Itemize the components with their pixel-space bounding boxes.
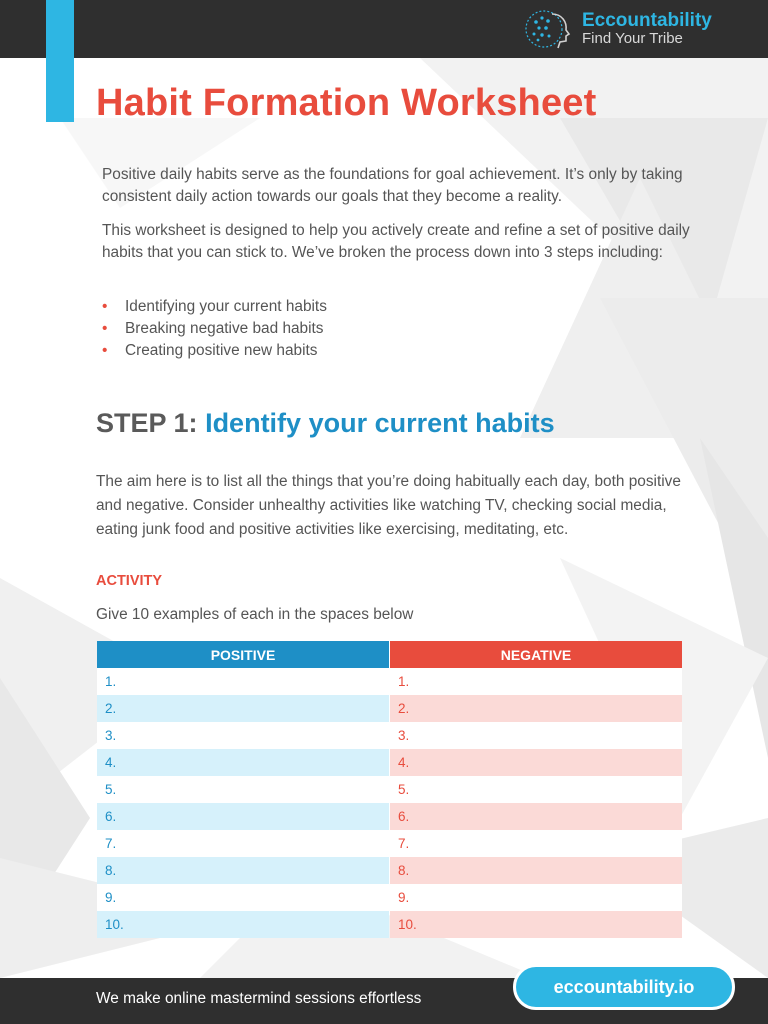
steps-bullet-list <box>102 296 327 362</box>
negative-habit-field[interactable]: 8. <box>390 857 682 884</box>
table-row <box>97 722 682 749</box>
positive-habit-field[interactable]: 8. <box>97 857 389 884</box>
step1-title: Identify your current habits <box>205 408 555 438</box>
negative-habit-field[interactable]: 10. <box>390 911 682 938</box>
positive-habit-field[interactable]: 10. <box>97 911 389 938</box>
table-row <box>97 830 682 857</box>
brand-name: Eccountability <box>582 10 712 32</box>
table-row <box>97 668 682 695</box>
intro-paragraph-1: Positive daily habits serve as the foundations for goal achievement. It’s only by taking consistent daily action towards our goals that they become a reality. <box>102 166 683 205</box>
table-row <box>97 749 682 776</box>
website-link-button[interactable]: eccountability.io <box>513 964 735 1010</box>
positive-habit-field[interactable]: 7. <box>97 830 389 857</box>
step1-heading <box>96 408 555 439</box>
intro-paragraph-2: This worksheet is designed to help you actively create and refine a set of positive daily habits that you can stick to. We’ve broken the process down into 3 steps including: <box>102 222 690 261</box>
table-row <box>97 803 682 830</box>
footer-tagline: We make online mastermind sessions effortless <box>96 990 422 1007</box>
bullet-text: Breaking negative bad habits <box>125 320 324 337</box>
list-item <box>102 296 327 318</box>
bullet-text: Creating positive new habits <box>125 342 318 359</box>
negative-column-header: NEGATIVE <box>390 641 682 668</box>
list-item <box>102 318 327 340</box>
head-profile-icon <box>522 6 574 52</box>
bullet-icon: • <box>102 342 108 359</box>
negative-habit-field[interactable]: 4. <box>390 749 682 776</box>
negative-habit-field[interactable]: 9. <box>390 884 682 911</box>
bullet-icon: • <box>102 298 108 315</box>
table-row <box>97 776 682 803</box>
step1-description: The aim here is to list all the things that you’re doing habitually each day, both positive and negative. Consider unhealthy activities like watching TV, checking social media, eating junk food and positive activities like exercising, meditating, etc. <box>96 473 681 538</box>
step1-label: STEP 1: <box>96 408 198 438</box>
negative-habit-field[interactable]: 2. <box>390 695 682 722</box>
negative-habit-field[interactable]: 3. <box>390 722 682 749</box>
negative-habit-field[interactable]: 7. <box>390 830 682 857</box>
activity-label: ACTIVITY <box>96 573 163 589</box>
positive-column-header: POSITIVE <box>97 641 389 668</box>
negative-habit-field[interactable]: 6. <box>390 803 682 830</box>
brand-tagline: Find Your Tribe <box>582 30 683 48</box>
negative-habit-field[interactable]: 1. <box>390 668 682 695</box>
positive-habit-field[interactable]: 5. <box>97 776 389 803</box>
bullet-text: Identifying your current habits <box>125 298 327 315</box>
bullet-icon: • <box>102 320 108 337</box>
list-item <box>102 340 327 362</box>
header-accent-bar <box>46 0 74 122</box>
table-row <box>97 857 682 884</box>
brand-logo-block[interactable] <box>522 6 712 52</box>
positive-habit-field[interactable]: 9. <box>97 884 389 911</box>
habits-table <box>97 641 682 938</box>
positive-habit-field[interactable]: 3. <box>97 722 389 749</box>
negative-habit-field[interactable]: 5. <box>390 776 682 803</box>
table-row <box>97 911 682 938</box>
page-title: Habit Formation Worksheet <box>96 82 597 124</box>
positive-habit-field[interactable]: 4. <box>97 749 389 776</box>
positive-habit-field[interactable]: 1. <box>97 668 389 695</box>
table-row <box>97 695 682 722</box>
table-header-row <box>97 641 682 668</box>
table-row <box>97 884 682 911</box>
positive-habit-field[interactable]: 2. <box>97 695 389 722</box>
activity-instruction: Give 10 examples of each in the spaces below <box>96 606 414 623</box>
positive-habit-field[interactable]: 6. <box>97 803 389 830</box>
